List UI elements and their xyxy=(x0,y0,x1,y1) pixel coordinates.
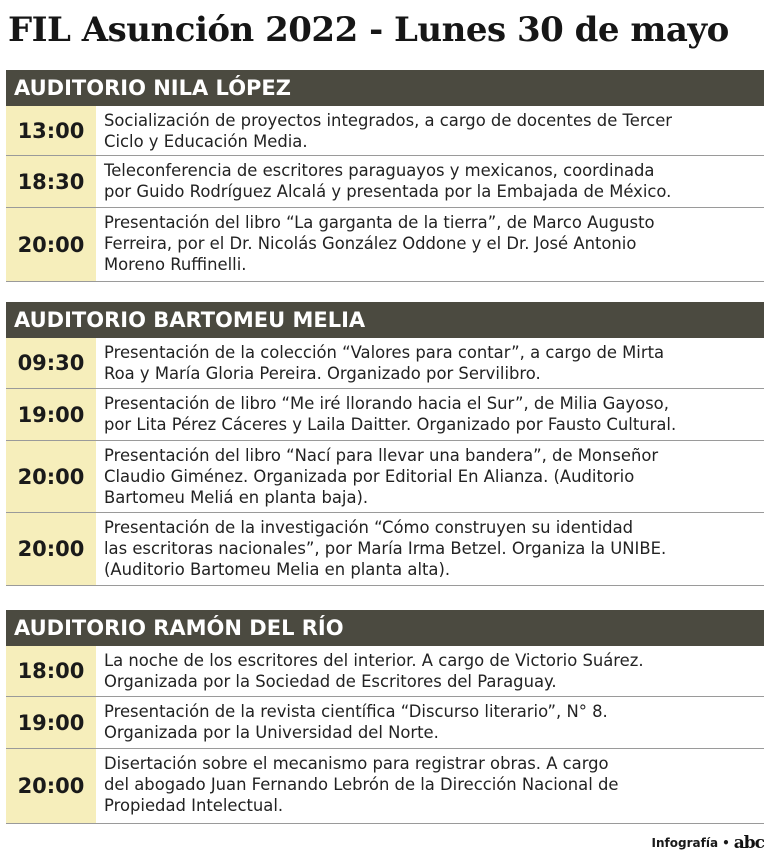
event-row xyxy=(6,208,764,282)
footer-credit xyxy=(652,832,764,854)
event-description-line: Roa y María Gloria Pereira. Organizado por Servilibro. xyxy=(104,364,541,383)
event-description-line: Presentación del libro “Nací para llevar una bandera”, de Monseñor xyxy=(104,446,659,465)
event-description xyxy=(96,749,764,823)
event-time: 20:00 xyxy=(6,441,96,512)
auditorium-header: AUDITORIO RAMÓN DEL RÍO xyxy=(6,610,764,646)
event-description-line: las escritoras nacionales”, por María Irma Betzel. Organiza la UNIBE. xyxy=(104,539,667,558)
event-description-line: Bartomeu Meliá en planta baja). xyxy=(104,488,369,507)
event-description xyxy=(96,441,764,512)
event-time: 09:30 xyxy=(6,338,96,388)
auditorium-section xyxy=(6,302,764,586)
auditorium-section xyxy=(6,610,764,824)
event-description xyxy=(96,513,764,585)
event-row xyxy=(6,646,764,697)
event-row xyxy=(6,389,764,441)
event-row xyxy=(6,749,764,824)
event-description-line: La noche de los escritores del interior. A cargo de Victorio Suárez. xyxy=(104,651,644,670)
event-description-line: Socialización de proyectos integrados, a cargo de docentes de Tercer xyxy=(104,111,673,130)
event-time: 20:00 xyxy=(6,749,96,823)
auditorium-header: AUDITORIO NILA LÓPEZ xyxy=(6,70,764,106)
event-row xyxy=(6,156,764,208)
event-time: 19:00 xyxy=(6,389,96,440)
event-row xyxy=(6,441,764,513)
event-description-line: Moreno Ruffinelli. xyxy=(104,255,247,274)
event-row xyxy=(6,338,764,389)
event-time: 18:00 xyxy=(6,646,96,696)
event-time: 20:00 xyxy=(6,208,96,281)
event-time: 18:30 xyxy=(6,156,96,207)
event-row xyxy=(6,106,764,156)
event-description-line: Organizada por la Sociedad de Escritores del Paraguay. xyxy=(104,672,557,691)
event-description-line: (Auditorio Bartomeu Melia en planta alta). xyxy=(104,560,451,579)
event-description-line: Disertación sobre el mecanismo para registrar obras. A cargo xyxy=(104,754,609,773)
event-description-line: por Guido Rodríguez Alcalá y presentada por la Embajada de México. xyxy=(104,182,672,201)
event-description-line: Presentación de la investigación “Cómo construyen su identidad xyxy=(104,518,634,537)
event-row xyxy=(6,513,764,586)
page-title: FIL Asunción 2022 - Lunes 30 de mayo xyxy=(8,10,729,50)
event-description-line: Presentación de libro “Me iré llorando hacia el Sur”, de Milia Gayoso, xyxy=(104,394,669,413)
event-description-line: Teleconferencia de escritores paraguayos y mexicanos, coordinada xyxy=(104,161,655,180)
event-time: 20:00 xyxy=(6,513,96,585)
event-description-line: del abogado Juan Fernando Lebrón de la Dirección Nacional de xyxy=(104,775,619,794)
event-description-line: Presentación de la revista científica “Discurso literario”, N° 8. xyxy=(104,702,608,721)
footer-separator: • xyxy=(722,836,730,850)
event-description xyxy=(96,156,764,207)
auditorium-section xyxy=(6,70,764,282)
event-description-line: Presentación de la colección “Valores para contar”, a cargo de Mirta xyxy=(104,343,665,362)
event-description-line: Ciclo y Educación Media. xyxy=(104,132,308,151)
footer-credit-label: Infografía xyxy=(651,836,719,850)
event-time: 19:00 xyxy=(6,697,96,748)
event-description xyxy=(96,106,764,155)
event-description-line: Organizada por la Universidad del Norte. xyxy=(104,723,439,742)
event-row xyxy=(6,697,764,749)
event-description xyxy=(96,389,764,440)
event-description-line: Ferreira, por el Dr. Nicolás González Oddone y el Dr. José Antonio xyxy=(104,234,637,253)
event-description xyxy=(96,697,764,748)
event-description xyxy=(96,646,764,696)
event-time: 13:00 xyxy=(6,106,96,155)
abc-logo: abc xyxy=(733,832,764,853)
event-description-line: Propiedad Intelectual. xyxy=(104,796,284,815)
event-description xyxy=(96,338,764,388)
event-description-line: por Lita Pérez Cáceres y Laila Daitter. Organizado por Fausto Cultural. xyxy=(104,415,677,434)
event-description xyxy=(96,208,764,281)
auditorium-header: AUDITORIO BARTOMEU MELIA xyxy=(6,302,764,338)
event-description-line: Claudio Giménez. Organizada por Editorial En Alianza. (Auditorio xyxy=(104,467,635,486)
event-description-line: Presentación del libro “La garganta de la tierra”, de Marco Augusto xyxy=(104,213,655,232)
